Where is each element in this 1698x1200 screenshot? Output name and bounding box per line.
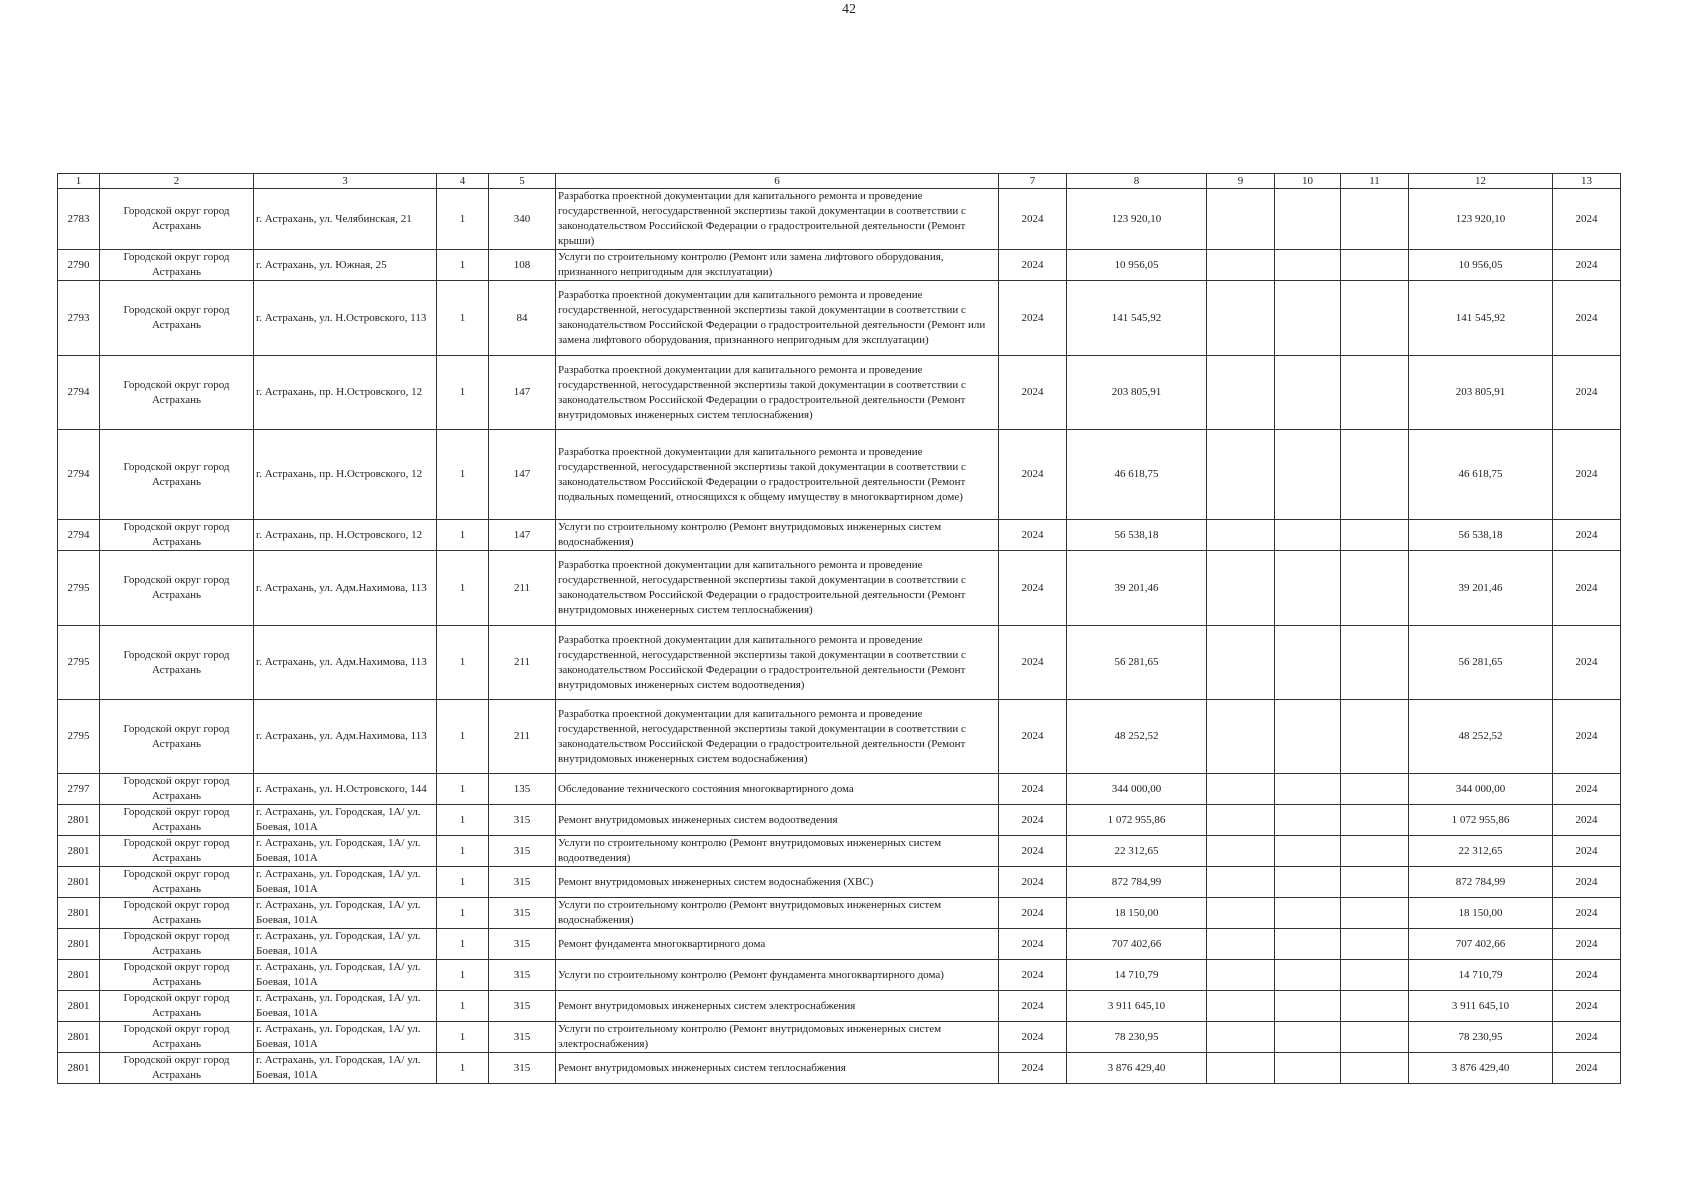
col4-cell: 1 (437, 356, 489, 430)
col9-cell (1207, 700, 1275, 774)
table-row (58, 250, 1621, 281)
col10-cell (1275, 520, 1341, 551)
col10-cell (1275, 189, 1341, 250)
col9-cell (1207, 867, 1275, 898)
row-number: 2794 (58, 520, 100, 551)
address-cell: г. Астрахань, ул. Адм.Нахимова, 113 (254, 551, 437, 626)
address-cell: г. Астрахань, ул. Городская, 1А/ ул. Боевая, 101А (254, 898, 437, 929)
municipality-cell: Городской округ город Астрахань (100, 1022, 254, 1053)
col4-cell: 1 (437, 189, 489, 250)
year-cell: 2024 (999, 774, 1067, 805)
col11-cell (1341, 281, 1409, 356)
col5-cell: 315 (489, 867, 556, 898)
col11-cell (1341, 551, 1409, 626)
table-row (58, 991, 1621, 1022)
row-number: 2795 (58, 700, 100, 774)
col9-cell (1207, 520, 1275, 551)
col10-cell (1275, 774, 1341, 805)
municipality-cell: Городской округ город Астрахань (100, 774, 254, 805)
year-cell: 2024 (999, 520, 1067, 551)
column-header-5: 5 (489, 174, 556, 189)
work-description-cell: Услуги по строительному контролю (Ремонт внутридомовых инженерных систем водоотведения) (556, 836, 999, 867)
year-cell: 2024 (999, 551, 1067, 626)
amount-cell: 39 201,46 (1067, 551, 1207, 626)
amount-cell: 3 911 645,10 (1067, 991, 1207, 1022)
total-cell: 203 805,91 (1409, 356, 1553, 430)
col10-cell (1275, 898, 1341, 929)
total-cell: 22 312,65 (1409, 836, 1553, 867)
row-number: 2801 (58, 898, 100, 929)
total-cell: 56 281,65 (1409, 626, 1553, 700)
col10-cell (1275, 1022, 1341, 1053)
municipality-cell: Городской округ город Астрахань (100, 898, 254, 929)
col9-cell (1207, 1022, 1275, 1053)
col4-cell: 1 (437, 520, 489, 551)
year-end-cell: 2024 (1553, 281, 1621, 356)
amount-cell: 707 402,66 (1067, 929, 1207, 960)
municipality-cell: Городской округ город Астрахань (100, 626, 254, 700)
col10-cell (1275, 960, 1341, 991)
work-description-cell: Ремонт внутридомовых инженерных систем электроснабжения (556, 991, 999, 1022)
col4-cell: 1 (437, 700, 489, 774)
total-cell: 707 402,66 (1409, 929, 1553, 960)
col10-cell (1275, 626, 1341, 700)
amount-cell: 56 281,65 (1067, 626, 1207, 700)
col4-cell: 1 (437, 1053, 489, 1084)
year-end-cell: 2024 (1553, 1022, 1621, 1053)
col11-cell (1341, 991, 1409, 1022)
work-description-cell: Разработка проектной документации для капитального ремонта и проведение государственной, негосударственной экспертизы такой документации в соответствии с законодательством Российской Федерации о градостроительной деятельности (Ремонт внутридомовых инженерных систем теплоснабжения) (556, 356, 999, 430)
col5-cell: 211 (489, 551, 556, 626)
amount-cell: 3 876 429,40 (1067, 1053, 1207, 1084)
col5-cell: 147 (489, 430, 556, 520)
year-cell: 2024 (999, 929, 1067, 960)
column-header-13: 13 (1553, 174, 1621, 189)
col4-cell: 1 (437, 960, 489, 991)
col10-cell (1275, 836, 1341, 867)
col11-cell (1341, 520, 1409, 551)
col5-cell: 147 (489, 356, 556, 430)
col11-cell (1341, 356, 1409, 430)
total-cell: 46 618,75 (1409, 430, 1553, 520)
amount-cell: 872 784,99 (1067, 867, 1207, 898)
work-description-cell: Разработка проектной документации для капитального ремонта и проведение государственной, негосударственной экспертизы такой документации в соответствии с законодательством Российской Федерации о градостроительной деятельности (Ремонт крыши) (556, 189, 999, 250)
municipality-cell: Городской округ город Астрахань (100, 1053, 254, 1084)
address-cell: г. Астрахань, ул. Городская, 1А/ ул. Боевая, 101А (254, 867, 437, 898)
table-row (58, 520, 1621, 551)
col9-cell (1207, 626, 1275, 700)
repair-schedule-table (57, 173, 1621, 1084)
row-number: 2794 (58, 430, 100, 520)
total-cell: 39 201,46 (1409, 551, 1553, 626)
col10-cell (1275, 929, 1341, 960)
year-cell: 2024 (999, 836, 1067, 867)
table-row (58, 356, 1621, 430)
work-description-cell: Услуги по строительному контролю (Ремонт внутридомовых инженерных систем водоснабжения) (556, 520, 999, 551)
work-description-cell: Ремонт внутридомовых инженерных систем теплоснабжения (556, 1053, 999, 1084)
address-cell: г. Астрахань, пр. Н.Островского, 12 (254, 430, 437, 520)
municipality-cell: Городской округ город Астрахань (100, 551, 254, 626)
amount-cell: 1 072 955,86 (1067, 805, 1207, 836)
amount-cell: 123 920,10 (1067, 189, 1207, 250)
year-end-cell: 2024 (1553, 700, 1621, 774)
column-header-6: 6 (556, 174, 999, 189)
year-cell: 2024 (999, 991, 1067, 1022)
table-body (58, 189, 1621, 1084)
total-cell: 48 252,52 (1409, 700, 1553, 774)
municipality-cell: Городской округ город Астрахань (100, 520, 254, 551)
col5-cell: 211 (489, 700, 556, 774)
col10-cell (1275, 1053, 1341, 1084)
col11-cell (1341, 805, 1409, 836)
year-cell: 2024 (999, 898, 1067, 929)
table-row (58, 805, 1621, 836)
col5-cell: 147 (489, 520, 556, 551)
total-cell: 10 956,05 (1409, 250, 1553, 281)
col4-cell: 1 (437, 250, 489, 281)
total-cell: 344 000,00 (1409, 774, 1553, 805)
col4-cell: 1 (437, 898, 489, 929)
year-end-cell: 2024 (1553, 189, 1621, 250)
col5-cell: 315 (489, 1053, 556, 1084)
col9-cell (1207, 929, 1275, 960)
col5-cell: 340 (489, 189, 556, 250)
total-cell: 3 911 645,10 (1409, 991, 1553, 1022)
row-number: 2793 (58, 281, 100, 356)
col5-cell: 315 (489, 960, 556, 991)
col5-cell: 84 (489, 281, 556, 356)
row-number: 2794 (58, 356, 100, 430)
column-header-8: 8 (1067, 174, 1207, 189)
year-cell: 2024 (999, 867, 1067, 898)
column-header-1: 1 (58, 174, 100, 189)
year-end-cell: 2024 (1553, 520, 1621, 551)
column-number-row (58, 174, 1621, 189)
col11-cell (1341, 836, 1409, 867)
table-row (58, 929, 1621, 960)
table-row (58, 867, 1621, 898)
work-description-cell: Разработка проектной документации для капитального ремонта и проведение государственной, негосударственной экспертизы такой документации в соответствии с законодательством Российской Федерации о градостроительной деятельности (Ремонт внутридомовых инженерных систем водоснабжения) (556, 700, 999, 774)
address-cell: г. Астрахань, ул. Городская, 1А/ ул. Боевая, 101А (254, 929, 437, 960)
work-description-cell: Ремонт фундамента многоквартирного дома (556, 929, 999, 960)
total-cell: 141 545,92 (1409, 281, 1553, 356)
col11-cell (1341, 1053, 1409, 1084)
col9-cell (1207, 1053, 1275, 1084)
work-description-cell: Услуги по строительному контролю (Ремонт фундамента многоквартирного дома) (556, 960, 999, 991)
col5-cell: 108 (489, 250, 556, 281)
col4-cell: 1 (437, 929, 489, 960)
row-number: 2801 (58, 1053, 100, 1084)
total-cell: 78 230,95 (1409, 1022, 1553, 1053)
table-row (58, 551, 1621, 626)
column-header-3: 3 (254, 174, 437, 189)
col9-cell (1207, 898, 1275, 929)
year-cell: 2024 (999, 805, 1067, 836)
col10-cell (1275, 700, 1341, 774)
col11-cell (1341, 929, 1409, 960)
year-cell: 2024 (999, 700, 1067, 774)
col11-cell (1341, 430, 1409, 520)
col4-cell: 1 (437, 1022, 489, 1053)
col4-cell: 1 (437, 867, 489, 898)
col10-cell (1275, 805, 1341, 836)
municipality-cell: Городской округ город Астрахань (100, 805, 254, 836)
col4-cell: 1 (437, 991, 489, 1022)
col9-cell (1207, 551, 1275, 626)
total-cell: 1 072 955,86 (1409, 805, 1553, 836)
work-description-cell: Обследование технического состояния многоквартирного дома (556, 774, 999, 805)
year-end-cell: 2024 (1553, 960, 1621, 991)
municipality-cell: Городской округ город Астрахань (100, 960, 254, 991)
total-cell: 3 876 429,40 (1409, 1053, 1553, 1084)
col10-cell (1275, 356, 1341, 430)
table-row (58, 774, 1621, 805)
address-cell: г. Астрахань, пр. Н.Островского, 12 (254, 356, 437, 430)
amount-cell: 48 252,52 (1067, 700, 1207, 774)
address-cell: г. Астрахань, ул. Городская, 1А/ ул. Боевая, 101А (254, 960, 437, 991)
row-number: 2790 (58, 250, 100, 281)
address-cell: г. Астрахань, ул. Городская, 1А/ ул. Боевая, 101А (254, 805, 437, 836)
column-header-12: 12 (1409, 174, 1553, 189)
col5-cell: 211 (489, 626, 556, 700)
year-end-cell: 2024 (1553, 774, 1621, 805)
amount-cell: 344 000,00 (1067, 774, 1207, 805)
row-number: 2795 (58, 626, 100, 700)
total-cell: 872 784,99 (1409, 867, 1553, 898)
col10-cell (1275, 430, 1341, 520)
table-row (58, 898, 1621, 929)
col4-cell: 1 (437, 551, 489, 626)
col9-cell (1207, 836, 1275, 867)
year-cell: 2024 (999, 1022, 1067, 1053)
amount-cell: 14 710,79 (1067, 960, 1207, 991)
municipality-cell: Городской округ город Астрахань (100, 430, 254, 520)
municipality-cell: Городской округ город Астрахань (100, 281, 254, 356)
address-cell: г. Астрахань, ул. Южная, 25 (254, 250, 437, 281)
col10-cell (1275, 281, 1341, 356)
col5-cell: 315 (489, 836, 556, 867)
row-number: 2797 (58, 774, 100, 805)
col5-cell: 135 (489, 774, 556, 805)
amount-cell: 56 538,18 (1067, 520, 1207, 551)
row-number: 2801 (58, 991, 100, 1022)
address-cell: г. Астрахань, ул. Н.Островского, 113 (254, 281, 437, 356)
address-cell: г. Астрахань, пр. Н.Островского, 12 (254, 520, 437, 551)
work-description-cell: Разработка проектной документации для капитального ремонта и проведение государственной, негосударственной экспертизы такой документации в соответствии с законодательством Российской Федерации о градостроительной деятельности (Ремонт подвальных помещений, относящихся к общему имуществу в многоквартирном доме) (556, 430, 999, 520)
column-header-11: 11 (1341, 174, 1409, 189)
table-row (58, 281, 1621, 356)
year-cell: 2024 (999, 626, 1067, 700)
address-cell: г. Астрахань, ул. Челябинская, 21 (254, 189, 437, 250)
table-row (58, 430, 1621, 520)
column-header-4: 4 (437, 174, 489, 189)
total-cell: 56 538,18 (1409, 520, 1553, 551)
year-end-cell: 2024 (1553, 250, 1621, 281)
col5-cell: 315 (489, 805, 556, 836)
column-header-7: 7 (999, 174, 1067, 189)
row-number: 2801 (58, 1022, 100, 1053)
table-row (58, 700, 1621, 774)
col11-cell (1341, 700, 1409, 774)
amount-cell: 10 956,05 (1067, 250, 1207, 281)
year-end-cell: 2024 (1553, 929, 1621, 960)
year-end-cell: 2024 (1553, 805, 1621, 836)
amount-cell: 18 150,00 (1067, 898, 1207, 929)
amount-cell: 46 618,75 (1067, 430, 1207, 520)
work-description-cell: Ремонт внутридомовых инженерных систем водоснабжения (ХВС) (556, 867, 999, 898)
col9-cell (1207, 356, 1275, 430)
work-description-cell: Услуги по строительному контролю (Ремонт внутридомовых инженерных систем электроснабжения) (556, 1022, 999, 1053)
work-description-cell: Разработка проектной документации для капитального ремонта и проведение государственной, негосударственной экспертизы такой документации в соответствии с законодательством Российской Федерации о градостроительной деятельности (Ремонт внутридомовых инженерных систем теплоснабжения) (556, 551, 999, 626)
row-number: 2801 (58, 960, 100, 991)
row-number: 2801 (58, 836, 100, 867)
year-end-cell: 2024 (1553, 1053, 1621, 1084)
col10-cell (1275, 551, 1341, 626)
col11-cell (1341, 250, 1409, 281)
column-header-2: 2 (100, 174, 254, 189)
year-end-cell: 2024 (1553, 836, 1621, 867)
col10-cell (1275, 867, 1341, 898)
municipality-cell: Городской округ город Астрахань (100, 700, 254, 774)
year-end-cell: 2024 (1553, 867, 1621, 898)
col11-cell (1341, 626, 1409, 700)
year-end-cell: 2024 (1553, 356, 1621, 430)
col10-cell (1275, 991, 1341, 1022)
col11-cell (1341, 774, 1409, 805)
col4-cell: 1 (437, 626, 489, 700)
col5-cell: 315 (489, 1022, 556, 1053)
municipality-cell: Городской округ город Астрахань (100, 356, 254, 430)
total-cell: 14 710,79 (1409, 960, 1553, 991)
table-row (58, 836, 1621, 867)
col4-cell: 1 (437, 805, 489, 836)
address-cell: г. Астрахань, ул. Городская, 1А/ ул. Боевая, 101А (254, 1022, 437, 1053)
col11-cell (1341, 898, 1409, 929)
col9-cell (1207, 960, 1275, 991)
year-cell: 2024 (999, 281, 1067, 356)
col9-cell (1207, 991, 1275, 1022)
col9-cell (1207, 430, 1275, 520)
address-cell: г. Астрахань, ул. Н.Островского, 144 (254, 774, 437, 805)
row-number: 2801 (58, 805, 100, 836)
col4-cell: 1 (437, 281, 489, 356)
year-cell: 2024 (999, 430, 1067, 520)
year-cell: 2024 (999, 960, 1067, 991)
table-row (58, 1053, 1621, 1084)
col4-cell: 1 (437, 774, 489, 805)
total-cell: 18 150,00 (1409, 898, 1553, 929)
municipality-cell: Городской округ город Астрахань (100, 929, 254, 960)
amount-cell: 203 805,91 (1067, 356, 1207, 430)
address-cell: г. Астрахань, ул. Адм.Нахимова, 113 (254, 626, 437, 700)
col10-cell (1275, 250, 1341, 281)
col9-cell (1207, 189, 1275, 250)
work-description-cell: Ремонт внутридомовых инженерных систем водоотведения (556, 805, 999, 836)
work-description-cell: Разработка проектной документации для капитального ремонта и проведение государственной, негосударственной экспертизы такой документации в соответствии с законодательством Российской Федерации о градостроительной деятельности (Ремонт внутридомовых инженерных систем водоотведения) (556, 626, 999, 700)
page-number: 42 (842, 2, 856, 17)
amount-cell: 78 230,95 (1067, 1022, 1207, 1053)
total-cell: 123 920,10 (1409, 189, 1553, 250)
year-end-cell: 2024 (1553, 626, 1621, 700)
row-number: 2795 (58, 551, 100, 626)
work-description-cell: Услуги по строительному контролю (Ремонт внутридомовых инженерных систем водоснабжения) (556, 898, 999, 929)
work-description-cell: Услуги по строительному контролю (Ремонт или замена лифтового оборудования, признанного непригодным для эксплуатации) (556, 250, 999, 281)
col11-cell (1341, 189, 1409, 250)
table-row (58, 960, 1621, 991)
column-header-10: 10 (1275, 174, 1341, 189)
year-end-cell: 2024 (1553, 991, 1621, 1022)
col9-cell (1207, 281, 1275, 356)
municipality-cell: Городской округ город Астрахань (100, 189, 254, 250)
address-cell: г. Астрахань, ул. Городская, 1А/ ул. Боевая, 101А (254, 1053, 437, 1084)
year-cell: 2024 (999, 356, 1067, 430)
col11-cell (1341, 867, 1409, 898)
column-header-9: 9 (1207, 174, 1275, 189)
municipality-cell: Городской округ город Астрахань (100, 836, 254, 867)
table-row (58, 626, 1621, 700)
address-cell: г. Астрахань, ул. Городская, 1А/ ул. Боевая, 101А (254, 991, 437, 1022)
year-end-cell: 2024 (1553, 430, 1621, 520)
year-end-cell: 2024 (1553, 898, 1621, 929)
table-row (58, 189, 1621, 250)
row-number: 2801 (58, 929, 100, 960)
amount-cell: 141 545,92 (1067, 281, 1207, 356)
col11-cell (1341, 960, 1409, 991)
municipality-cell: Городской округ город Астрахань (100, 250, 254, 281)
address-cell: г. Астрахань, ул. Адм.Нахимова, 113 (254, 700, 437, 774)
col5-cell: 315 (489, 929, 556, 960)
col5-cell: 315 (489, 991, 556, 1022)
col11-cell (1341, 1022, 1409, 1053)
amount-cell: 22 312,65 (1067, 836, 1207, 867)
col5-cell: 315 (489, 898, 556, 929)
address-cell: г. Астрахань, ул. Городская, 1А/ ул. Боевая, 101А (254, 836, 437, 867)
col9-cell (1207, 250, 1275, 281)
table-row (58, 1022, 1621, 1053)
col4-cell: 1 (437, 836, 489, 867)
col9-cell (1207, 774, 1275, 805)
municipality-cell: Городской округ город Астрахань (100, 991, 254, 1022)
year-cell: 2024 (999, 250, 1067, 281)
year-end-cell: 2024 (1553, 551, 1621, 626)
col4-cell: 1 (437, 430, 489, 520)
year-cell: 2024 (999, 189, 1067, 250)
row-number: 2783 (58, 189, 100, 250)
year-cell: 2024 (999, 1053, 1067, 1084)
col9-cell (1207, 805, 1275, 836)
work-description-cell: Разработка проектной документации для капитального ремонта и проведение государственной, негосударственной экспертизы такой документации в соответствии с законодательством Российской Федерации о градостроительной деятельности (Ремонт или замена лифтового оборудования, признанного непригодным для эксплуатации) (556, 281, 999, 356)
municipality-cell: Городской округ город Астрахань (100, 867, 254, 898)
row-number: 2801 (58, 867, 100, 898)
